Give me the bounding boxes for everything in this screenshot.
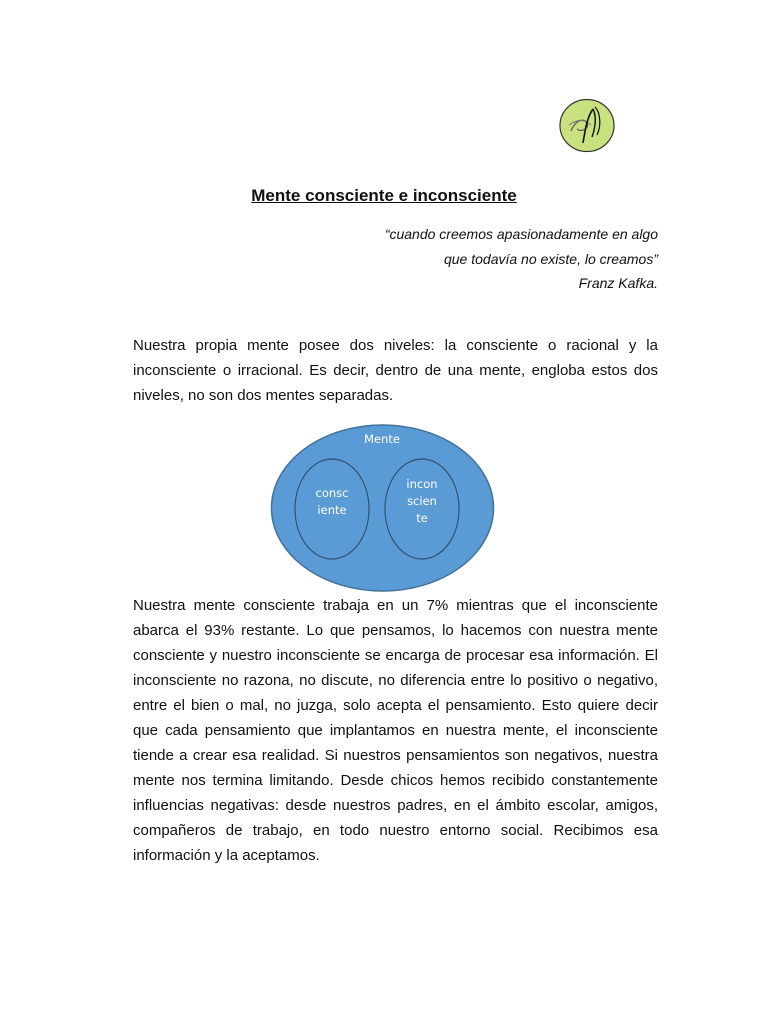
epigraph-line-1: “cuando creemos apasionadamente en algo xyxy=(384,226,658,242)
mind-label: Mente xyxy=(364,432,400,446)
page-title: Mente consciente e inconsciente xyxy=(251,186,517,205)
body-paragraph: Nuestra mente consciente trabaja en un 7% mientras que el inconsciente abarca el 93% restante. Lo que pensamos, lo hacemos con nuestra mente consciente y nuestro inconsciente se encarga de procesar esa información. El inconsciente no razona, no discute, no diferencia entre lo positivo o negativo, entre el bien o mal, no juzga, solo acepta el pensamiento. Esto quiere decir que cada pensamiento que implantamos en nuestra mente, el inconsciente tiende a crear esa realidad. Si nuestros pensamientos son negativos, nuestra mente nos termina limitando. Desde chicos hemos recibido constantemente influencias negativas: desde nuestros padres, en el ámbito escolar, amigos, compañeros de trabajo, en todo nuestro entorno social. Recibimos esa información y la aceptamos. xyxy=(133,597,658,864)
logo-icon xyxy=(557,97,617,154)
epigraph-author: Franz Kafka. xyxy=(578,275,658,291)
mind-diagram xyxy=(265,418,500,596)
unconscious-label: incon scien te xyxy=(406,477,438,525)
body-paragraph: Nuestra propia mente posee dos niveles: la consciente o racional y la inconsciente o irracional. Es decir, dentro de una mente, engloba estos dos niveles, no son dos mentes separadas. xyxy=(133,337,658,404)
conscious-label: consc iente xyxy=(315,486,349,517)
epigraph-line-2: que todavía no existe, lo creamos” xyxy=(443,251,658,267)
